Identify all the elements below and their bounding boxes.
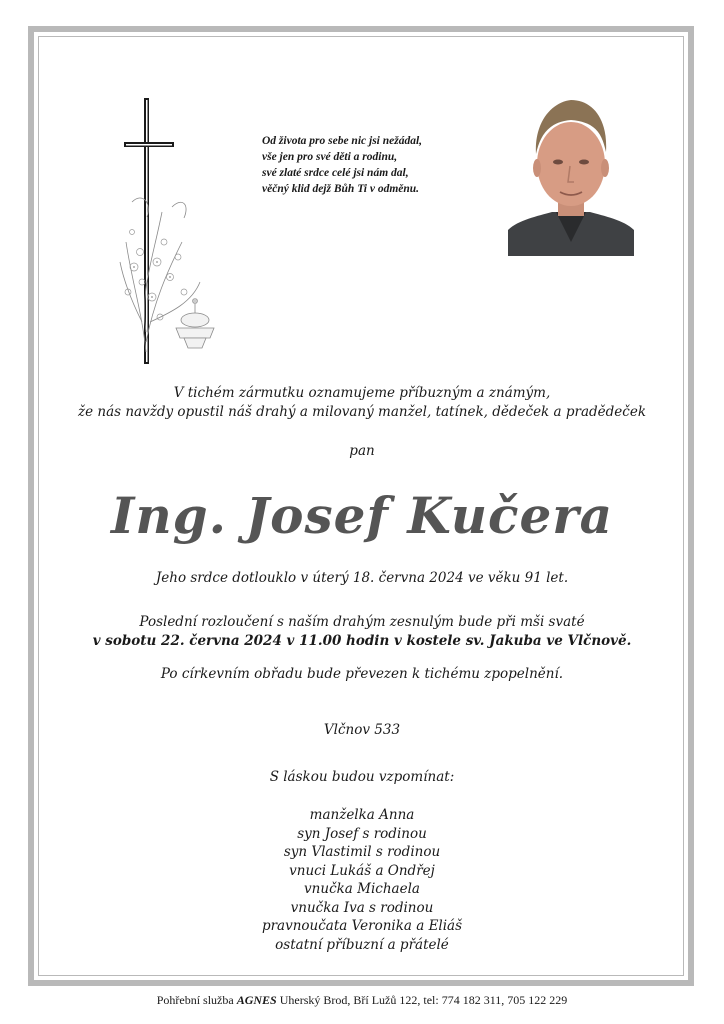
mourner-item: manželka Anna — [309, 807, 415, 823]
poem-line: vše jen pro své děti a rodinu, — [262, 151, 398, 163]
footer-agency: AGNES — [236, 993, 277, 1007]
footer — [0, 993, 724, 1008]
mourners-list — [0, 806, 724, 954]
ceremony-line: Poslední rozloučení s naším drahým zesnulým bude při mši svaté — [139, 614, 585, 630]
footer-prefix: Pohřební služba — [156, 993, 234, 1007]
intro-line: V tichém zármutku oznamujeme příbuzným a známým, — [173, 385, 551, 401]
poem — [262, 133, 492, 197]
cross-with-flowers-icon — [112, 92, 232, 366]
mourner-item: pravnoučata Veronika a Eliáš — [261, 918, 463, 934]
mourner-item: ostatní příbuzní a přátelé — [275, 936, 449, 953]
mourner-item: vnučka Michaela — [304, 881, 420, 897]
death-notice: Jeho srdce dotlouklo v úterý 18. června 2024 ve věku 91 let. — [155, 570, 569, 586]
ceremony-date-line: v sobotu 22. června 2024 v 11.00 hodin v kostele sv. Jakuba ve Vlčnově. — [92, 633, 632, 649]
mourner-item: vnuci Lukáš a Ondřej — [289, 862, 435, 879]
address: Vlčnov 533 — [323, 722, 401, 738]
ceremony-info — [0, 613, 724, 651]
announcement-intro — [0, 384, 724, 422]
mourner-item: vnučka Iva s rodinou — [290, 899, 434, 916]
cremation-notice: Po církevním obřadu bude převezen k tichému zpopelnění. — [160, 666, 564, 682]
intro-line: že nás navždy opustil náš drahý a milovaný manžel, tatínek, dědeček a pradědeček — [77, 404, 647, 420]
title-pan: pan — [349, 443, 375, 459]
footer-contact: Uherský Brod, Bří Lužů 122, tel: 774 182 311, 705 122 229 — [279, 993, 568, 1007]
mourner-item: syn Josef s rodinou — [297, 825, 427, 842]
portrait-photo — [508, 92, 634, 256]
poem-line: věčný klid dejž Bůh Ti v odměnu. — [262, 183, 420, 195]
poem-line: Od života pro sebe nic jsi nežádal, — [262, 135, 423, 147]
deceased-name: Ing. Josef Kučera — [110, 486, 614, 545]
remember-heading: S láskou budou vzpomínat: — [269, 769, 455, 785]
mourner-item: syn Vlastimil s rodinou — [283, 844, 441, 860]
poem-line: své zlaté srdce celé jsi nám dal, — [262, 167, 409, 179]
